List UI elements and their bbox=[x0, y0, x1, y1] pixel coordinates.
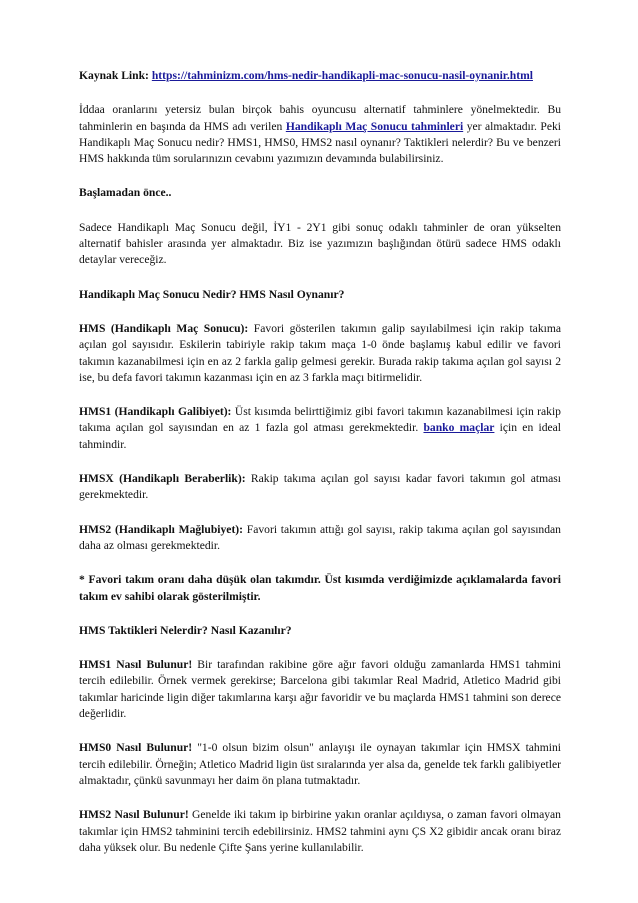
hms1-nasil-paragraph bbox=[79, 657, 561, 722]
hms-predictions-link[interactable]: Handikaplı Maç Sonucu tahminleri bbox=[285, 119, 464, 133]
nedir-heading: Handikaplı Maç Sonucu Nedir? HMS Nasıl Oynanır? bbox=[79, 287, 345, 301]
hms2-label: HMS2 (Handikaplı Mağlubiyet): bbox=[79, 522, 244, 536]
baslamadan-heading: Başlamadan önce.. bbox=[79, 186, 172, 200]
source-link-label: Kaynak Link: bbox=[79, 69, 149, 82]
taktik-heading: HMS Taktikleri Nelerdir? Nasıl Kazanılır? bbox=[79, 623, 292, 637]
source-link-line bbox=[79, 68, 561, 84]
hms0-nasil-text: "1-0 olsun bizim olsun" anlayışı ile oynayan takımlar için HMSX tahmini tercih edilebilir. Örneğin; Atletico Madrid ligin üst sıralarında yer alsa da, genelde tek farklı galibiyetler almaktadır, çünkü savunmayı her daim ön plana tutmaktadır. bbox=[79, 741, 561, 787]
hms1-nasil-label: HMS1 Nasıl Bulunur! bbox=[79, 658, 193, 672]
hms2-nasil-label: HMS2 Nasıl Bulunur! bbox=[79, 808, 189, 822]
hmsx-label: HMSX (Handikaplı Beraberlik): bbox=[79, 472, 246, 486]
hms1-label: HMS1 (Handikaplı Galibiyet): bbox=[79, 405, 232, 419]
intro-text-2: yer almaktadır. Peki Handikaplı Maç Sonucu nedir? HMS1, HMS0, HMS2 nasıl oynanır? Taktikleri nelerdir? Bu ve benzeri HMS hakkında tüm sorularınızın cevabını yazımızın devamında bulabilirsiniz. bbox=[79, 119, 561, 166]
hms0-nasil-label: HMS0 Nasıl Bulunur! bbox=[79, 741, 193, 755]
hmsx-text: Rakip takıma açılan gol sayısı kadar favori takımın gol atması gerekmektedir. bbox=[79, 472, 561, 502]
hms2-text: Favori takımın attığı gol sayısı, rakip takıma açılan gol sayısından daha az olması gerekmektedir. bbox=[79, 522, 561, 552]
hms2-paragraph bbox=[79, 522, 561, 555]
hms1-nasil-text: Bir tarafından rakibine göre ağır favori olduğu zamanlarda HMS1 tahmini tercih edilebilir. Örnek vermek gerekirse; Barcelona gibi takımlar Real Madrid, Atletico Madrid gibi takımlar haricinde ligin diğer takımlarına karşı ağır favoridir ve bu maçlarda HMS1 tahmini son derece değerlidir. bbox=[79, 658, 561, 721]
banko-maclar-link[interactable]: banko maçlar bbox=[423, 421, 495, 435]
hms-label: HMS (Handikaplı Maç Sonucu): bbox=[79, 321, 249, 335]
hms0-nasil-paragraph bbox=[79, 740, 561, 789]
baslamadan-paragraph: Sadece Handikaplı Maç Sonucu değil, İY1 - 2Y1 gibi sonuç odaklı tahminler de oran yükselten alternatif bahisler arasında yer almaktadır. Biz ise yazımızın başlığından ötürü sadece HMS odaklı detaylar vereceğiz. bbox=[79, 220, 561, 267]
document-page bbox=[79, 68, 561, 874]
hms2-nasil-text: Genelde iki takım ip birbirine yakın oranlar açıldıysa, o zaman favori olmayan takımlar için HMS2 tahminini tercih edebilirsiniz. HMS2 tahmini aynı ÇS X2 gibidir ancak oranı biraz daha yüksek olur. Bu nedenle Çifte Şans yerine kullanılabilir. bbox=[79, 808, 561, 854]
hms1-paragraph bbox=[79, 404, 561, 453]
hms-text: Favori gösterilen takımın galip sayılabilmesi için rakip takıma açılan gol sayısıdır. Eskilerin tabiriyle rakip takım maça 1-0 önde başlamış kabul edilir ve favori takımın kazanabilmesi için en az 2 farkla galip gelmesi gerekir. Burada rakip takıma açılan gol sayısı 2 ise, bu defa favori takımın kazanması için en az 3 farkla maçı bitirmelidir. bbox=[79, 321, 561, 384]
hmsx-paragraph bbox=[79, 471, 561, 504]
intro-text-1: İddaa oranlarını yetersiz bulan birçok bahis oyuncusu alternatif tahminlere yönelmektedir. Bu tahminlerin en başında da HMS adı verilen bbox=[79, 103, 561, 133]
source-link[interactable]: https://tahminizm.com/hms-nedir-handikapli-mac-sonucu-nasil-oynanir.html bbox=[151, 69, 533, 82]
favori-note: * Favori takım oranı daha düşük olan takımdır. Üst kısımda verdiğimizde açıklamalarda favori takım ev sahibi olarak gösterilmiştir. bbox=[79, 573, 561, 603]
hms-paragraph bbox=[79, 321, 561, 386]
intro-paragraph bbox=[79, 102, 561, 167]
hms1-text-2: için en ideal tahmindir. bbox=[79, 421, 562, 451]
hms1-text: Üst kısımda belirttiğimiz gibi favori takımın kazanabilmesi için rakip takıma açılan gol sayısından en az 1 fazla gol atması gerekmektedir. bbox=[79, 405, 561, 435]
hms2-nasil-paragraph bbox=[79, 807, 561, 856]
